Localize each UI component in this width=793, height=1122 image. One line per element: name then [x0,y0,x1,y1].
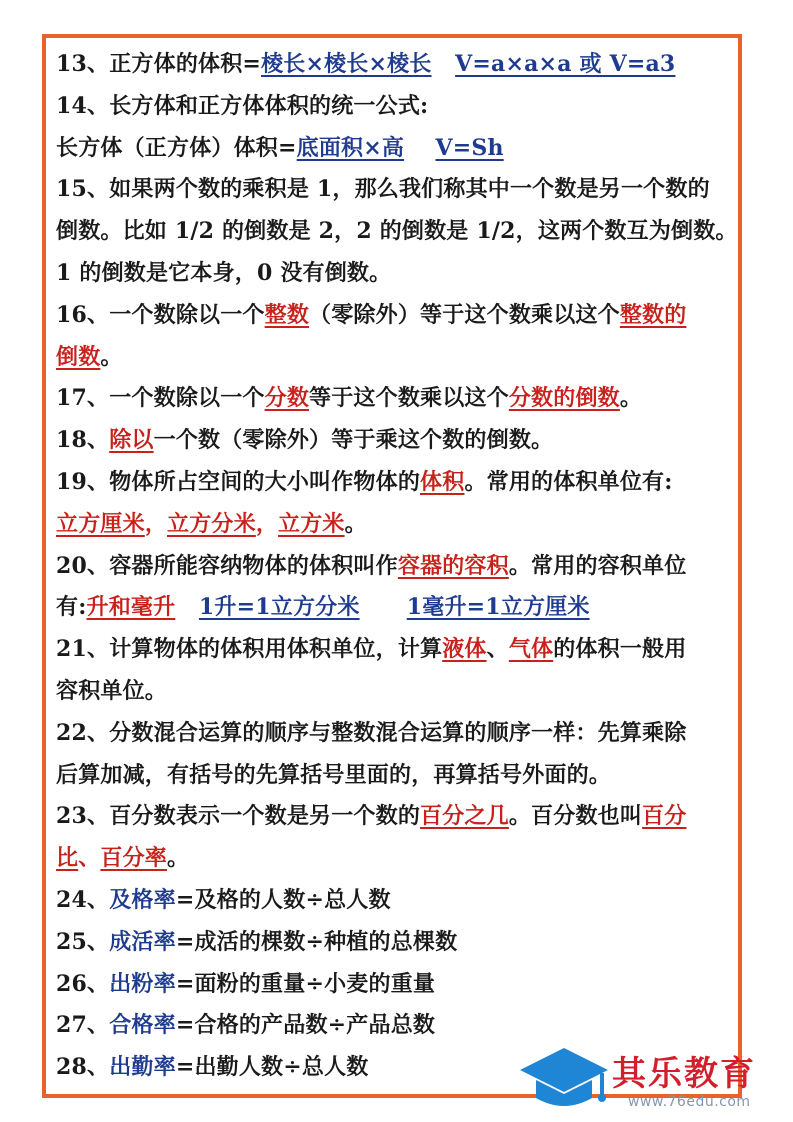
highlight-term: 整数 [264,301,310,328]
text-run: 17、一个数除以一个 [56,385,265,412]
text-run: =面粉的重量÷小麦的重量 [175,970,436,997]
text-line-17 [56,713,736,755]
text-run [360,594,407,620]
text-run: 的体积一般用 [553,636,687,663]
text-run: 23、百分数表示一个数是另一个数的 [56,803,421,830]
highlight-term: 倒数 [56,343,101,370]
highlight-term: 及格率 [109,886,176,913]
text-run: 15、如果两个数的乘积是 1，那么我们称其中一个数是另一个数的 [56,176,710,203]
text-run: 18、 [56,427,110,454]
text-run [432,51,456,77]
text-run: 25、 [56,928,110,955]
text-line-21 [56,880,736,922]
text-run: 26、 [56,970,110,997]
highlight-term: 出粉率 [109,970,176,997]
highlight-term: 底面积×高 [296,134,405,161]
text-line-20 [56,838,736,880]
highlight-term: 液体 [442,636,487,663]
highlight-term: 气体 [508,636,554,663]
highlight-term: ， [255,510,279,537]
text-run: 。 [100,343,123,370]
text-run: 一个数（零除外）等于乘这个数的倒数。 [153,427,554,454]
highlight-term: 百分率 [100,845,168,872]
brand-logo [512,1040,792,1115]
document-body [56,44,736,1089]
text-run: 后算加减，有括号的先算括号里面的，再算括号外面的。 [56,761,612,788]
highlight-term: 容器的容积 [397,552,509,579]
text-run: 20、容器所能容纳物体的体积叫作 [56,552,398,579]
text-run: =及格的人数÷总人数 [175,886,391,913]
highlight-term: 升和毫升 [86,594,176,621]
highlight-term: V=a×a×a 或 V=a3 [455,51,676,77]
text-run: 28、 [56,1054,110,1081]
highlight-term: 1升=1立方分米 [198,594,360,621]
text-line-23 [56,964,736,1006]
text-run: 21、计算物体的体积用体积单位，计算 [56,636,443,663]
highlight-term: 棱长×棱长×棱长 [261,51,432,77]
text-line-5 [56,211,736,253]
text-line-4 [56,169,736,211]
text-run: 。常用的体积单位有: [464,468,673,495]
highlight-term: 成活率 [109,928,176,955]
highlight-term: 立方分米 [167,510,256,537]
text-run [404,135,435,161]
highlight-term: 分数 [264,385,310,412]
brand-name: 其乐教育 [612,1054,756,1094]
brand-url: www.76edu.com [628,1094,751,1110]
text-run: =出勤人数÷总人数 [175,1054,369,1081]
text-line-13 [56,546,736,588]
text-line-2 [56,86,736,128]
text-line-6 [56,253,736,295]
text-run: 16、一个数除以一个 [56,301,265,328]
text-run: 1 的倒数是它本身，0 没有倒数。 [56,259,392,286]
text-line-1 [56,44,736,86]
text-run: 14、长方体和正方体体积的统一公式: [56,92,429,119]
highlight-term: 立方米 [278,510,345,537]
text-line-18 [56,755,736,797]
text-run: 等于这个数乘以这个 [309,385,509,412]
text-run: 22、分数混合运算的顺序与整数混合运算的顺序一样：先算乘除 [56,719,687,746]
text-line-9 [56,378,736,420]
text-run: 13、正方体的体积= [56,51,262,77]
highlight-term: 百分之几 [420,803,509,830]
text-run: 、 [486,636,509,663]
highlight-term: 除以 [109,427,154,454]
text-run: 倒数。比如 1/2 的倒数是 2，2 的倒数是 1/2，这两个数互为倒数。 [56,218,738,245]
text-run: 。常用的容积单位 [508,552,687,579]
text-run [175,594,199,620]
text-run: 19、物体所占空间的大小叫作物体的 [56,468,421,495]
highlight-term: 比 [56,845,79,872]
text-run: 有: [56,594,87,621]
highlight-term: 整数的 [619,301,687,328]
text-run: 。 [167,845,190,872]
text-line-19 [56,796,736,838]
text-line-3 [56,128,736,170]
text-line-15 [56,629,736,671]
text-run: （零除外）等于这个数乘以这个 [309,301,620,328]
text-run: 容积单位。 [56,677,168,704]
highlight-term: 合格率 [109,1012,176,1039]
graduation-cap-icon [512,1040,622,1115]
text-line-11 [56,462,736,504]
highlight-term: 、 [78,845,101,872]
text-line-8 [56,337,736,379]
highlight-term: 分数的倒数 [508,385,620,412]
text-line-16 [56,671,736,713]
text-run: 。百分数也叫 [508,803,643,830]
text-run: 长方体（正方体）体积= [56,134,297,161]
text-line-22 [56,922,736,964]
text-run: 。 [619,385,643,412]
text-run: =合格的产品数÷产品总数 [175,1012,436,1039]
text-line-7 [56,295,736,337]
highlight-term: 1毫升=1立方厘米 [406,594,590,621]
text-line-12 [56,504,736,546]
highlight-term: ， [144,510,168,537]
highlight-term: 百分 [642,803,687,830]
text-run: =成活的棵数÷种植的总棵数 [175,928,458,955]
highlight-term: 立方厘米 [56,510,145,537]
text-run: 。 [344,510,367,537]
text-line-14 [56,587,736,629]
text-line-10 [56,420,736,462]
highlight-term: V=Sh [435,134,504,161]
highlight-term: 出勤率 [109,1054,176,1081]
text-run: 27、 [56,1012,110,1039]
highlight-term: 体积 [420,468,465,495]
text-run: 24、 [56,886,110,913]
